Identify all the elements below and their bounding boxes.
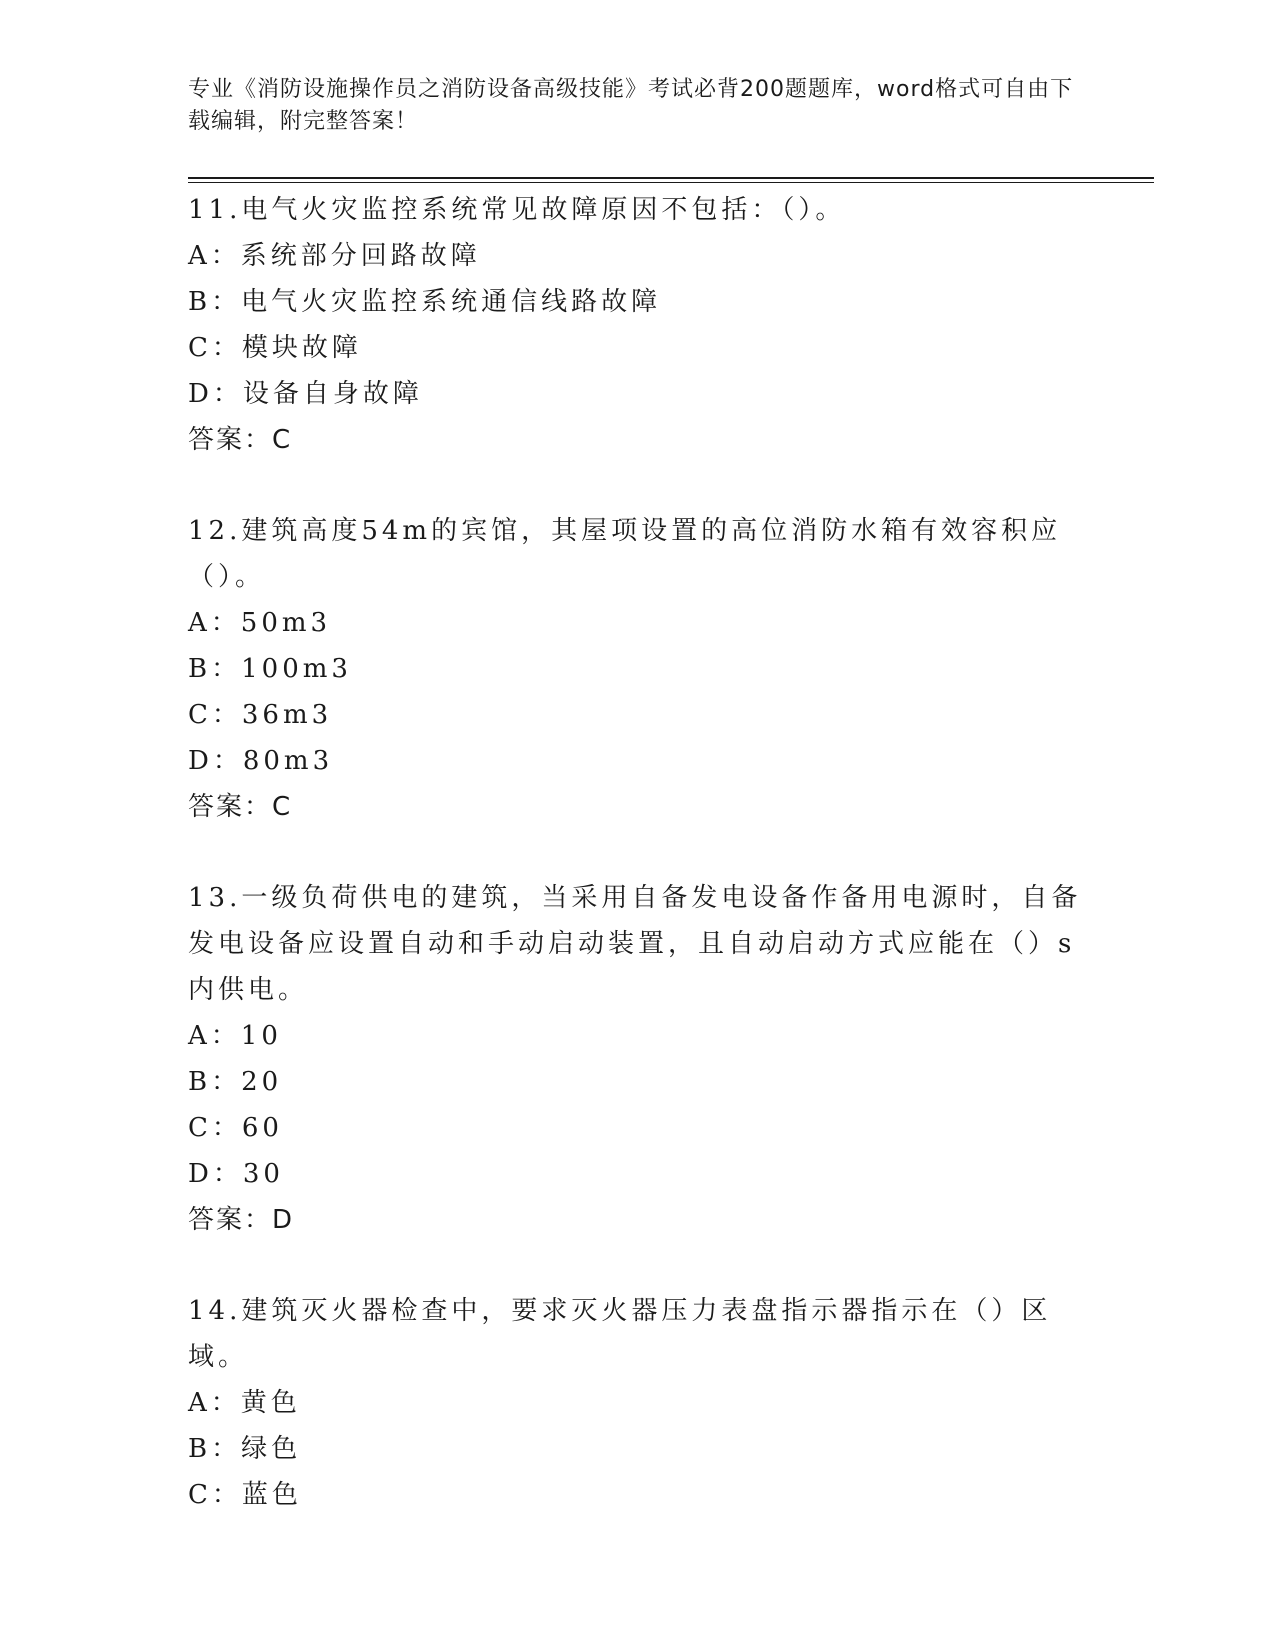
question-stem: 13.一级负荷供电的建筑，当采用自备发电设备作备用电源时，自备发电设备应设置自动和手动启动装置，且自动启动方式应能在（）s内供电。	[188, 883, 1082, 1005]
header-rule-thin	[188, 182, 1154, 183]
option-a: A：50m3	[188, 608, 332, 638]
header-rule-thick	[188, 177, 1154, 179]
question-stem: 12.建筑高度54m的宾馆，其屋项设置的高位消防水箱有效容积应（）。	[188, 516, 1062, 592]
option-d: D：设备自身故障	[188, 379, 423, 409]
option-c: C：模块故障	[188, 333, 362, 363]
question-stem: 14.建筑灭火器检查中，要求灭火器压力表盘指示器指示在（）区域。	[188, 1296, 1052, 1372]
question-list	[188, 187, 1088, 1518]
option-b: B：20	[188, 1067, 283, 1097]
option-a: A：系统部分回路故障	[188, 241, 481, 271]
option-c: C：36m3	[188, 700, 333, 730]
answer-line: 答案：C	[188, 425, 293, 455]
answer-line: 答案：C	[188, 792, 293, 822]
answer-line: 答案：D	[188, 1205, 295, 1235]
question-stem: 11.电气火灾监控系统常见故障原因不包括：（）。	[188, 195, 846, 225]
option-c: C：60	[188, 1113, 283, 1143]
question-11	[188, 187, 1088, 463]
option-b: B：100m3	[188, 654, 352, 684]
option-b: B：电气火灾监控系统通信线路故障	[188, 287, 662, 317]
option-a: A：黄色	[188, 1388, 301, 1418]
question-14	[188, 1288, 1088, 1518]
option-a: A：10	[188, 1021, 282, 1051]
option-d: D：80m3	[188, 746, 334, 776]
document-header: 专业《消防设施操作员之消防设备高级技能》考试必背200题题库，word格式可自由下载编辑，附完整答案！	[188, 77, 1074, 134]
option-d: D：30	[188, 1159, 284, 1189]
option-b: B：绿色	[188, 1434, 302, 1464]
option-c: C：蓝色	[188, 1480, 302, 1510]
question-12	[188, 508, 1088, 830]
question-13	[188, 875, 1088, 1243]
